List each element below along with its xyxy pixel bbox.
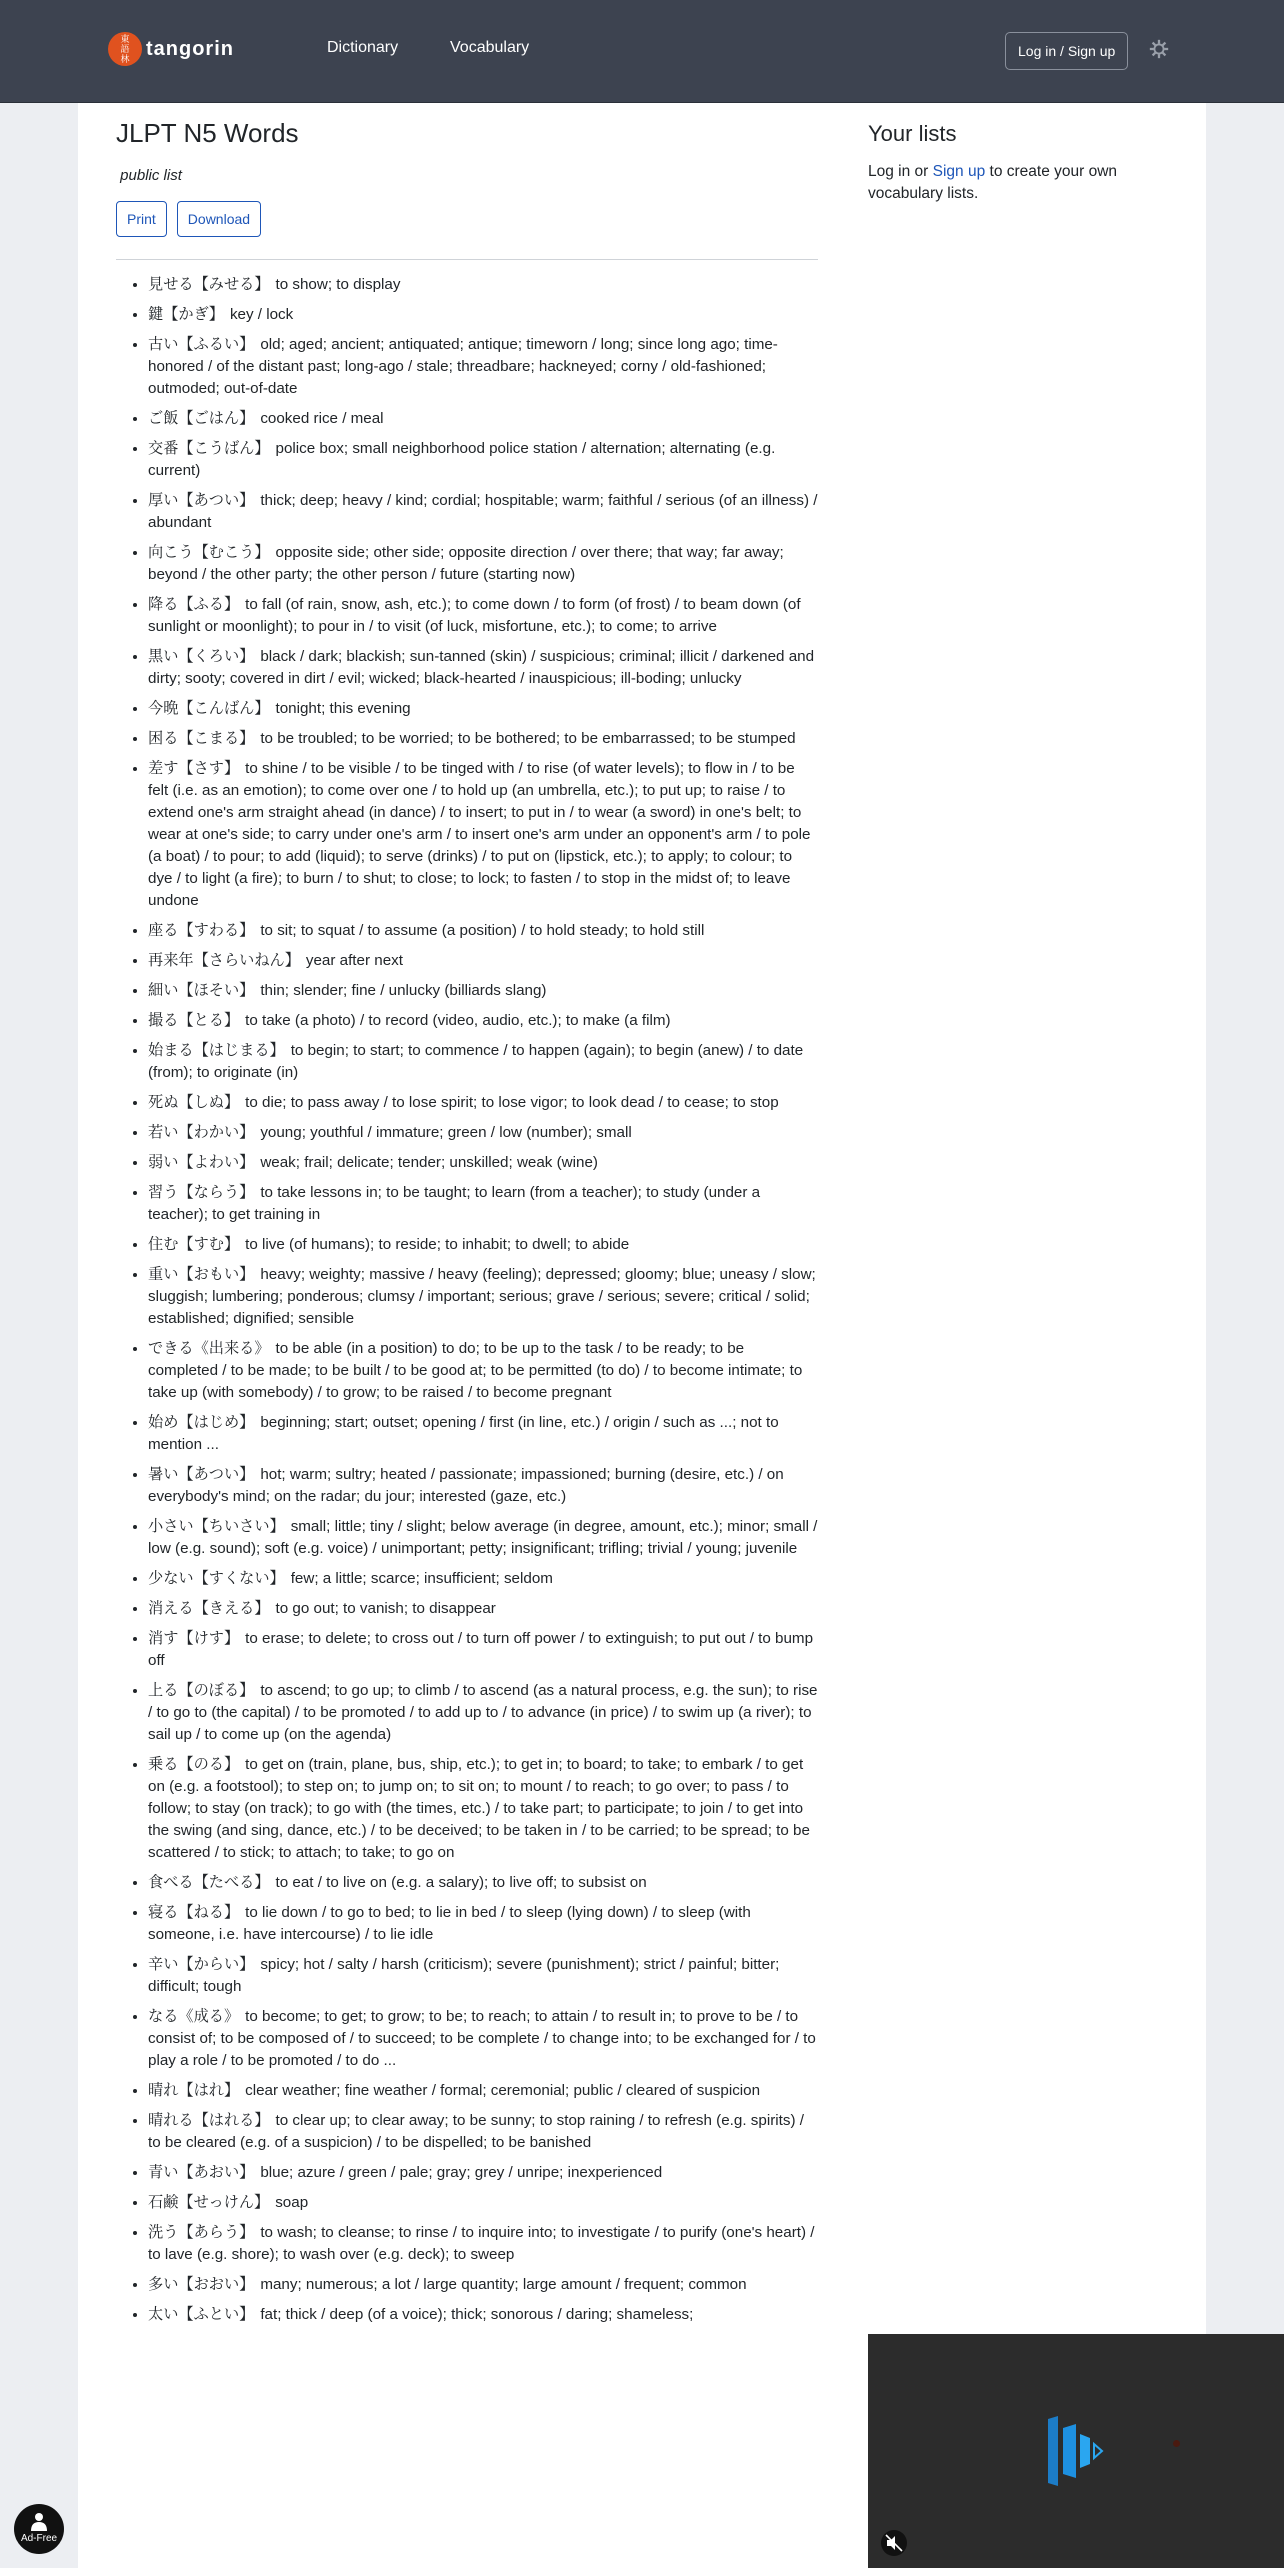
list-actions (116, 201, 818, 237)
word-entry (148, 758, 818, 912)
top-navbar (0, 0, 1284, 103)
signup-link[interactable]: Sign up (932, 163, 986, 180)
word-entry (148, 1010, 818, 1032)
word-definition: to get on (train, plane, bus, ship, etc.); to get in; to board; to take; to embark / to get on (e.g. a footstool); to step on; to jump on; to sit on; to mount / to reach; to go over; to pass / to follow; to stay (on track); to go with (the times, etc.) / to take part; to participate; to join / to get into the swing (and sing, dance, etc.) / to be deceived; to be taken in / to be carried; to be spread; to be scattered / to stick; to attach; to take; to go on (148, 1756, 810, 1861)
word-definition: to go out; to vanish; to disappear (275, 1600, 496, 1617)
logo-glyph-2: 語 (120, 44, 130, 54)
word-entry (148, 542, 818, 586)
word-entry (148, 1234, 818, 1256)
word-entry (148, 646, 818, 690)
word-definition: to lie down / to go to bed; to lie in bed / to sleep (lying down) / to sleep (with someone, i.e. have intercourse) / to lie idle (148, 1904, 751, 1943)
word-definition: clear weather; fine weather / formal; ceremonial; public / cleared of suspicion (245, 2082, 761, 2099)
word-entry (148, 1040, 818, 1084)
word-entry (148, 2304, 818, 2326)
user-icon (30, 2512, 48, 2532)
word-definition: weak; frail; delicate; tender; unskilled; weak (wine) (260, 1154, 598, 1171)
word-definition: to take lessons in; to be taught; to learn (from a teacher); to study (under a teacher); to get training in (148, 1184, 761, 1223)
word-definition: to fall (of rain, snow, ash, etc.); to come down / to form (of frost) / to beam down (of sunlight or moonlight); to pour in / to visit (of luck, misfortune, etc.); to come; to arrive (148, 596, 801, 635)
word-term[interactable]: 住む【すむ】 (148, 1236, 240, 1253)
print-button[interactable]: Print (116, 201, 167, 237)
word-definition: thin; slender; fine / unlucky (billiards slang) (260, 982, 547, 999)
word-entry (148, 1152, 818, 1174)
sidebar-title: Your lists (868, 121, 957, 146)
sidebar-text (868, 161, 1158, 205)
word-entry (148, 490, 818, 534)
word-entry (148, 920, 818, 942)
word-term[interactable]: 青い【あおい】 (148, 2164, 255, 2181)
word-term[interactable]: 差す【さす】 (148, 760, 240, 777)
word-term[interactable]: 黒い【くろい】 (148, 648, 255, 665)
word-term[interactable]: 重い【おもい】 (148, 1266, 255, 1283)
word-term[interactable]: 弱い【よわい】 (148, 1154, 255, 1171)
word-term[interactable]: 暑い【あつい】 (148, 1466, 255, 1483)
word-term[interactable]: 食べる【たべる】 (148, 1874, 270, 1891)
word-term[interactable]: 習う【ならう】 (148, 1184, 255, 1201)
ad-free-button[interactable] (14, 2504, 64, 2554)
word-term[interactable]: 降る【ふる】 (148, 596, 240, 613)
word-entry (148, 1754, 818, 1864)
word-term[interactable]: 鍵【かぎ】 (148, 306, 224, 323)
word-entry (148, 304, 818, 326)
brand-name[interactable]: tangorin (146, 37, 234, 60)
word-definition: police box; small neighborhood police station / alternation; alternating (e.g. current) (148, 440, 776, 479)
word-term[interactable]: 交番【こうばん】 (148, 440, 270, 457)
word-term[interactable]: 小さい【ちいさい】 (148, 1518, 285, 1535)
word-definition: to shine / to be visible / to be tinged with / to rise (of water levels); to flow in / to be felt (i.e. as an emotion); to come over one / to hold up (an umbrella, etc.); to put up; to raise / to extend one's arm straight ahead (in dance) / to insert; to put in / to wear (a sword) in one's belt; to wear at one's side; to carry under one's arm / to insert one's arm under an opponent's arm / to pole (a boat) / to pour; to add (liquid); to serve (drinks) / to put on (lipstick, etc.); to apply; to colour; to dye / to light (a fire); to burn / to shut; to close; to lock; to fasten / to stop in the midst of; to leave undone (148, 760, 811, 909)
word-definition: beginning; start; outset; opening / first (in line, etc.) / origin / such as ...; not to mention ... (148, 1414, 779, 1453)
divider (116, 259, 818, 260)
word-entry (148, 2110, 818, 2154)
word-term[interactable]: 多い【おおい】 (148, 2276, 255, 2293)
word-term[interactable]: 消す【けす】 (148, 1630, 240, 1647)
word-entry (148, 594, 818, 638)
logo-glyph-1: 東 (120, 34, 130, 44)
word-term[interactable]: 晴れる【はれる】 (148, 2112, 270, 2129)
sidebar (868, 119, 1158, 205)
word-definition: old; aged; ancient; antiquated; antique; timeworn / long; since long ago; time-honored / of the distant past; long-ago / stale; threadbare; hackneyed; corny / old-fashioned; outmoded; out-of-date (148, 336, 778, 397)
word-term[interactable]: 乗る【のる】 (148, 1756, 240, 1773)
word-entry (148, 274, 818, 296)
word-definition: to eat / to live on (e.g. a salary); to live off; to subsist on (275, 1874, 647, 1891)
word-entry (148, 980, 818, 1002)
word-term[interactable]: 古い【ふるい】 (148, 336, 255, 353)
word-entry (148, 1516, 818, 1560)
word-entry (148, 1680, 818, 1746)
word-definition: opposite side; other side; opposite direction / over there; that way; far away; beyond / the other party; the other person / future (starting now) (148, 544, 784, 583)
word-definition: young; youthful / immature; green / low (number); small (260, 1124, 632, 1141)
word-term[interactable]: 撮る【とる】 (148, 1012, 240, 1029)
word-term[interactable]: 晴れ【はれ】 (148, 2082, 240, 2099)
word-entry (148, 1182, 818, 1226)
word-definition: to begin; to start; to commence / to happen (again); to begin (anew) / to date (from); to originate (in) (148, 1042, 804, 1081)
word-entry (148, 1954, 818, 1998)
word-entry (148, 438, 818, 482)
word-entry (148, 1092, 818, 1114)
word-entry (148, 334, 818, 400)
word-entry (148, 1122, 818, 1144)
indicator-dot (1173, 2440, 1180, 2447)
word-entry (148, 1568, 818, 1590)
word-definition: thick; deep; heavy / kind; cordial; hospitable; warm; faithful / serious (of an illness) / abundant (148, 492, 818, 531)
word-entry (148, 1338, 818, 1404)
word-term[interactable]: なる《成る》 (148, 2008, 240, 2025)
word-definition: blue; azure / green / pale; gray; grey / unripe; inexperienced (260, 2164, 663, 2181)
word-entry (148, 1412, 818, 1456)
word-entry (148, 1264, 818, 1330)
word-term[interactable]: 見せる【みせる】 (148, 276, 270, 293)
word-term[interactable]: 石鹸【せっけん】 (148, 2194, 270, 2211)
word-definition: to die; to pass away / to lose spirit; to lose vigor; to look dead / to cease; to stop (245, 1094, 779, 1111)
word-definition: to become; to get; to grow; to be; to reach; to attain / to result in; to prove to be / to consist of; to be composed of / to succeed; to be complete / to change into; to be exchanged for / to play a role / to be promoted / to do ... (148, 2008, 816, 2069)
word-definition: to erase; to delete; to cross out / to turn off power / to extinguish; to put out / to bump off (148, 1630, 814, 1669)
word-definition: black / dark; blackish; sun-tanned (skin) / suspicious; criminal; illicit / darkened and dirty; sooty; covered in dirt / evil; wicked; black-hearted / inauspicious; ill-boding; unlucky (148, 648, 815, 687)
word-entry (148, 1902, 818, 1946)
tangorin-logo-icon (108, 32, 142, 66)
word-definition: key / lock (229, 306, 294, 323)
word-definition: cooked rice / meal (260, 410, 384, 427)
content-container (78, 103, 1206, 2568)
nav-vocabulary-link[interactable]: Vocabulary (450, 39, 530, 56)
word-definition: few; a little; scarce; insufficient; seldom (290, 1570, 553, 1587)
word-entry (148, 2192, 818, 2214)
word-term[interactable]: 寝る【ねる】 (148, 1904, 240, 1921)
word-term[interactable]: 今晩【こんばん】 (148, 700, 270, 717)
word-term[interactable]: 始まる【はじまる】 (148, 1042, 285, 1059)
word-entry (148, 1464, 818, 1508)
word-term[interactable]: 太い【ふとい】 (148, 2306, 255, 2323)
word-term[interactable]: 消える【きえる】 (148, 1600, 270, 1617)
word-entry (148, 728, 818, 750)
word-entry (148, 1628, 818, 1672)
sidebar-text-after: to create your own vocabulary lists. (868, 163, 1118, 202)
word-term[interactable]: 死ぬ【しぬ】 (148, 1094, 240, 1111)
ad-free-label: Ad-Free (20, 2533, 58, 2544)
word-definition: fat; thick / deep (of a voice); thick; sonorous / daring; shameless; (260, 2306, 694, 2323)
word-entry (148, 698, 818, 720)
word-definition: to ascend; to go up; to climb / to ascend (as a natural process, e.g. the sun); to rise / to go to (the capital) / to be promoted / to add up to / to advance (in price) / to swim up (a river); to sail up / to come up (on the agenda) (148, 1682, 818, 1743)
word-definition: hot; warm; sultry; heated / passionate; impassioned; burning (desire, etc.) / on everybody's mind; on the radar; du jour; interested (gaze, etc.) (148, 1466, 784, 1505)
word-definition: year after next (305, 952, 403, 969)
word-term[interactable]: 座る【すわる】 (148, 922, 255, 939)
sidebar-text-before: Log in or (868, 163, 933, 180)
word-list (116, 274, 818, 2326)
word-definition: to show; to display (275, 276, 401, 293)
word-definition: heavy; weighty; massive / heavy (feeling); depressed; gloomy; blue; uneasy / slow; sluggish; lumbering; ponderous; clumsy / important; serious; grave / serious; severe; critical / solid; established; dignified; sensible (148, 1266, 816, 1327)
play-logo-icon[interactable] (1046, 2416, 1116, 2486)
word-definition: to wash; to cleanse; to rinse / to inquire into; to investigate / to purify (one's heart) / to lave (e.g. shore); to wash over (e.g. deck); to sweep (148, 2224, 815, 2263)
word-entry (148, 1872, 818, 1894)
word-entry (148, 2162, 818, 2184)
brand[interactable] (108, 32, 234, 66)
gear-icon[interactable] (1148, 38, 1170, 60)
word-term[interactable]: 向こう【むこう】 (148, 544, 270, 561)
word-definition: tonight; this evening (275, 700, 411, 717)
word-term[interactable]: ご飯【ごはん】 (148, 410, 255, 427)
word-term[interactable]: 厚い【あつい】 (148, 492, 255, 509)
word-entry (148, 950, 818, 972)
word-definition: to take (a photo) / to record (video, audio, etc.); to make (a film) (245, 1012, 671, 1029)
word-definition: many; numerous; a lot / large quantity; large amount / frequent; common (260, 2276, 747, 2293)
page-title: JLPT N5 Words (116, 118, 299, 148)
mute-icon[interactable] (880, 2529, 908, 2557)
list-main (116, 113, 818, 2334)
word-term[interactable]: 辛い【からい】 (148, 1956, 255, 1973)
word-definition: soap (275, 2194, 309, 2211)
word-term[interactable]: できる《出来る》 (148, 1340, 270, 1357)
download-button[interactable]: Download (177, 201, 261, 237)
logo-glyph-3: 林 (120, 54, 130, 64)
word-term[interactable]: 困る【こまる】 (148, 730, 255, 747)
word-definition: small; little; tiny / slight; below average (in degree, amount, etc.); minor; small / low (e.g. sound); soft (e.g. voice) / unimportant; petty; insignificant; trifling; trivial / young; juvenile (148, 1518, 818, 1557)
word-definition: to live (of humans); to reside; to inhabit; to dwell; to abide (245, 1236, 630, 1253)
word-definition: to sit; to squat / to assume (a position) / to hold steady; to hold still (260, 922, 705, 939)
word-entry (148, 2222, 818, 2266)
word-term[interactable]: 上る【のぼる】 (148, 1682, 255, 1699)
word-entry (148, 408, 818, 430)
login-signup-button[interactable]: Log in / Sign up (1005, 32, 1128, 70)
word-term[interactable]: 洗う【あらう】 (148, 2224, 255, 2241)
word-term[interactable]: 少ない【すくない】 (148, 1570, 285, 1587)
word-definition: to be able (in a position) to do; to be up to the task / to be ready; to be completed / to be made; to be built / to be good at; to be permitted (to do) / to become intimate; to take up (with somebody) / to grow; to be raised / to become pregnant (148, 1340, 803, 1401)
word-entry (148, 1598, 818, 1620)
word-term[interactable]: 若い【わかい】 (148, 1124, 255, 1141)
word-definition: spicy; hot / salty / harsh (criticism); severe (punishment); strict / painful; bitter; difficult; tough (148, 1956, 780, 1995)
word-entry (148, 2006, 818, 2072)
public-list-label: ​ public list (116, 167, 182, 184)
nav-dictionary-link[interactable]: Dictionary (327, 39, 399, 56)
word-term[interactable]: 始め【はじめ】 (148, 1414, 255, 1431)
word-entry (148, 2080, 818, 2102)
video-ad-player[interactable] (868, 2334, 1284, 2568)
word-entry (148, 2274, 818, 2296)
word-definition: to be troubled; to be worried; to be bothered; to be embarrassed; to be stumped (260, 730, 796, 747)
word-definition: to clear up; to clear away; to be sunny; to stop raining / to refresh (e.g. spirits) / to be cleared (e.g. of a suspicion) / to be dispelled; to be banished (148, 2112, 804, 2151)
word-term[interactable]: 細い【ほそい】 (148, 982, 255, 999)
word-term[interactable]: 再来年【さらいねん】 (148, 952, 300, 969)
